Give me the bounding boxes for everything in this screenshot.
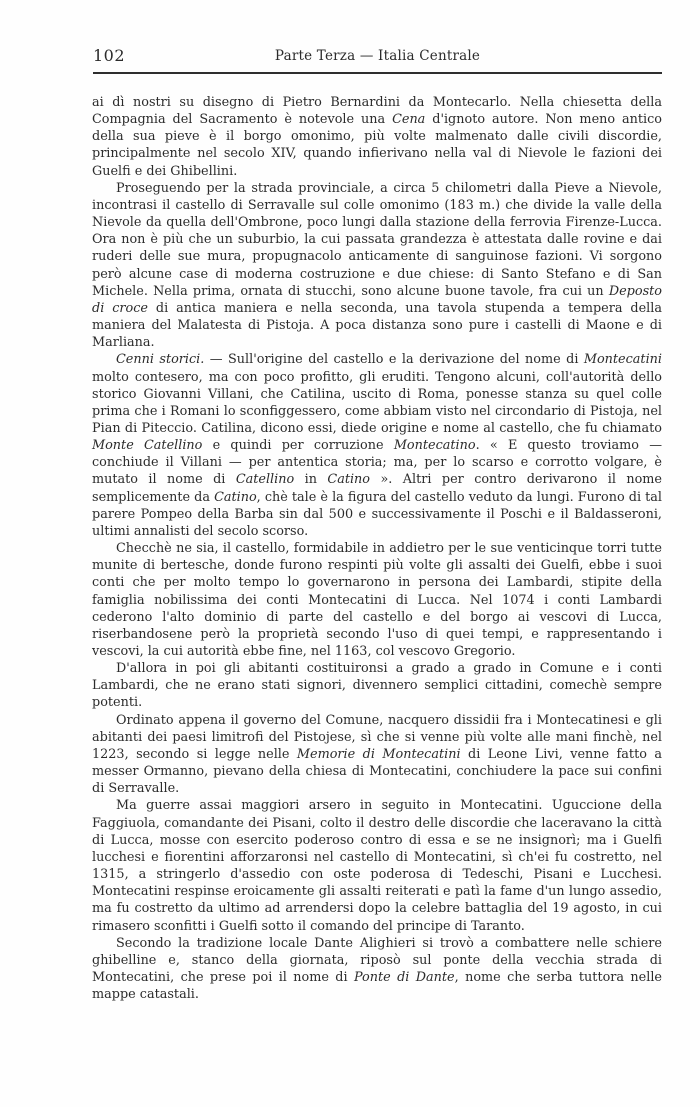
text-run: Ordinato appena il governo del Comune, nacquero dissidii fra i Montecatinesi e gli abitanti dei paesi limitrofi del Pistojese, sì che si venne più volte alle mani finchè, nel 1223, secondo si legge nelle [92,712,662,762]
paragraph [92,94,662,180]
italic-text: Cena [392,112,426,128]
text-run: Proseguendo per la strada provinciale, a circa 5 chilometri dalla Pieve a Nievole, incontrasi il castello di Serravalle sul colle omonimo (183 m.) che divide la valle della Nievole da quella dell'Ombrone, poco lungi dalla stazione della ferrovia Firenze-Lucca. Ora non è più che un suburbio, la cui passata grandezza è attestata dalle rovine e dai ruderi delle sue mura, propugnacolo anticamente di sanguinose fazioni. Vi sorgono però alcune case di moderna costruzione e due chiese: di Santo Stefano e di San Michele. Nella prima, ornata di stucchi, sono alcune buone tavole, fra cui un [92,180,662,299]
text-run: — Sull'origine del castello e la derivazione del nome di [204,352,584,368]
text-run: di Leone Livi, venne fatto a messer Ormanno, pievano della chiesa di Montecatini, conchiudere la pace sui confini di Serravalle. [92,746,662,797]
body-text [92,94,662,1003]
text-run: , chè tale è la figura del castello veduto da lungi. Furono di tal parere Pompeo della Barba sin dal 500 e successivamente il Poschi e il Baldasseroni, ultimi annalisti del secolo scorso. [92,489,663,539]
italic-text: Catino [327,472,371,488]
text-run: ». Altri per contro derivarono il nome semplicemente da [92,472,662,505]
text-run: ai dì nostri su disegno di Pietro Bernardini da Montecarlo. Nella chiesetta della Compagnia del Sacramento è notevole una [92,95,662,128]
page-header [93,46,662,68]
page-number: 102 [93,46,126,65]
italic-text: Ponte di Dante [353,969,455,985]
italic-text: Catino [214,489,257,505]
paragraph [92,935,662,1004]
italic-text: Monte Catellino [92,438,203,454]
text-run: D'allora in poi gli abitanti costituironsi a grado a grado in Comune e i conti Lambardi, che ne erano stati signori, divennero semplici cittadini, comechè sempre potenti. [92,661,662,711]
text-run: in [294,472,328,488]
paragraph [92,712,662,798]
text-run: Secondo la tradizione locale Dante Alighieri si trovò a combattere nelle schiere ghibelline e, stanco della giornata, riposò sul ponte della vecchia strada di Montecatini, che prese poi il nome di [92,935,662,985]
italic-text: Deposto di croce [92,283,662,316]
paragraph [92,351,662,540]
italic-text: Montecatini [583,352,662,368]
text-run: di antica maniera e nella seconda, una tavola stupenda a tempera della maniera del Malatesta di Pistoja. A poca distanza sono pure i castelli di Maone e di Marliana. [92,300,662,351]
italic-text: Cenni storici. [116,352,205,368]
text-run: , nome che serba tuttora nelle mappe catastali. [92,969,662,1003]
header-rule [93,72,662,74]
text-run: Checchè ne sia, il castello, formidabile in addietro per le sue venticinque torri tutte munite di bertesche, donde furono respinti più volte gli assalti dei Guelfi, ebbe i suoi conti che per molto tempo lo governarono in persona dei Lambardi, stipite della famiglia nobilissima dei conti Montecatini di Lucca. Nel 1074 i conti Lambardi cederono l'alto dominio di parte del castello e del borgo ai vescovi di Lucca, riserbandosene però la proprietà secondo l'uso di quei tempi, e rappresentando i vescovi, la cui autorità ebbe fine, nel 1163, col vescovo Gregorio. [92,541,662,659]
text-run: d'ignoto autore. Non meno antico della sua pieve è il borgo omonimo, più volte malmenato dalle civili discordie, principalmente nel secolo XIV, quando infierivano nella val di Nievole le fazioni dei Guelfi e dei Ghibellini. [92,112,662,179]
italic-text: Catellino [235,472,295,488]
text-run: e quindi per corruzione [202,438,394,454]
italic-text: Montecatino [393,438,476,454]
paragraph [92,540,662,660]
text-run: Ma guerre assai maggiori arsero in seguito in Montecatini. Uguccione della Faggiuola, comandante dei Pisani, colto il destro delle discordie che laceravano la città di Lucca, mosse con esercito poderoso contro di essa e se ne insignorì; ma i Guelfi lucchesi e fiorentini afforzaronsi nel castello di Montecatini, sì ch'ei fu costretto, nel 1315, a stringerlo d'assedio con oste poderosa di Tedeschi, Pisani e Lucchesi. Montecatini respinse eroicamente gli assalti reiterati e patì la fame d'un lungo assedio, ma fu costretto da ultimo ad arrendersi dopo la celebre battaglia del 19 agosto, in cui rimasero sconfitti i Guelfi sotto il comando del principe di Taranto. [92,798,662,934]
text-run: molto contesero, ma con poco profitto, gli eruditi. Tengono alcuni, coll'autorità dello storico Giovanni Villani, che Catilina, uscito di Roma, ponesse stanza su quel colle prima che i Romani lo sconfiggessero, come abbiam visto nel circondario di Pistoja, nel Pian di Piteccio. Catilina, dicono essi, diede origine e nome al castello, che fu chiamato [92,369,662,436]
paragraph [92,797,662,934]
paragraph [92,180,662,352]
paragraph [92,660,662,711]
italic-text: Memorie di Montecatini [296,746,461,762]
text-run: . « E questo troviamo — conchiude il Villani — per antentica storia; ma, per lo scarso e corrotto volgare, è mutato il nome di [92,438,662,488]
running-title: Parte Terza — Italia Centrale [274,48,481,64]
